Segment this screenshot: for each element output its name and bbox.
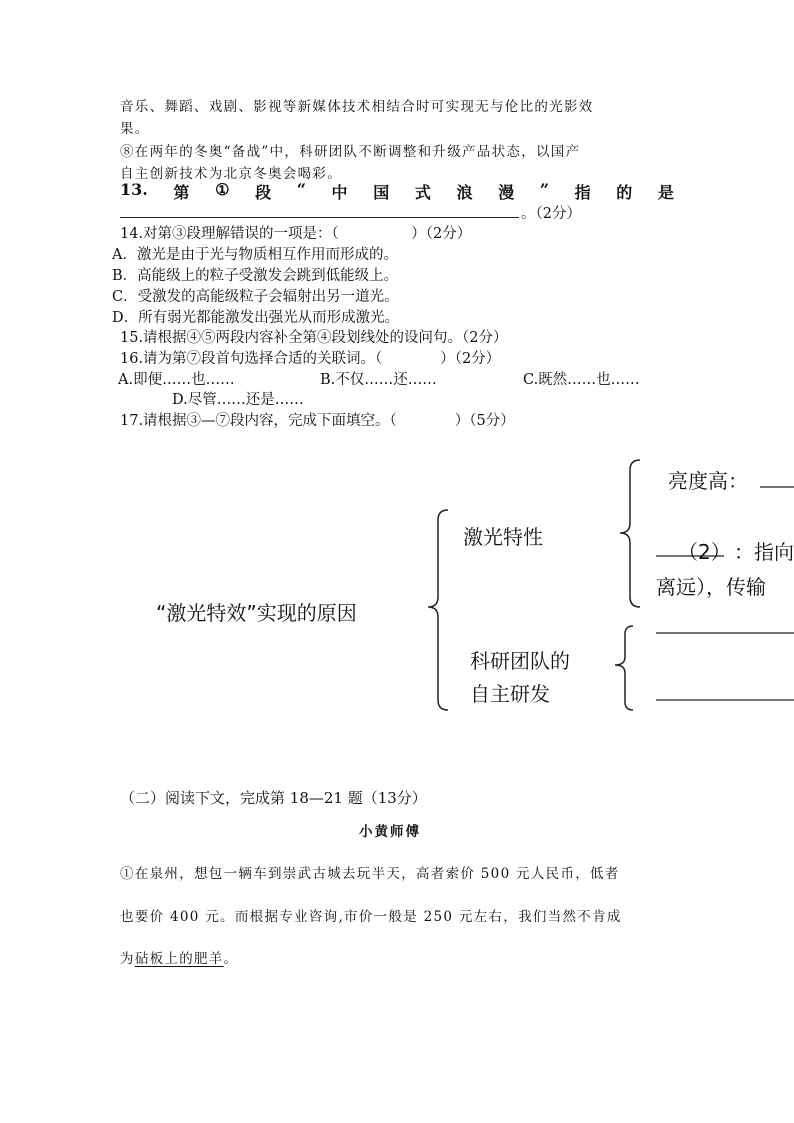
paragraph-line — [120, 947, 238, 967]
q13-char: ① — [215, 180, 230, 199]
q13-char: 是 — [657, 183, 674, 202]
passage-line: 果。 — [120, 121, 150, 137]
q13-char: 段 — [255, 183, 272, 202]
q16-option-c: C.既然……也…… — [523, 372, 640, 388]
q13-char: 13. — [120, 180, 148, 199]
diagram-leaf-directivity: ：指向 — [734, 540, 794, 564]
section-2-heading: （二）阅读下文，完成第 18—21 题（13分） — [120, 789, 427, 807]
q13-score: 。（2分） — [521, 206, 581, 222]
q16-option-a: A.即便……也…… — [118, 372, 235, 388]
q16-option-d: D.尽管……还是…… — [172, 392, 304, 408]
q13-char: 浪 — [456, 183, 473, 202]
diagram-leaf-blank-number: （2） — [678, 540, 731, 564]
underlined-phrase: 砧板上的肥羊 — [134, 951, 224, 967]
passage-line: ⑧在两年的冬奥“备战”中，科研团队不断调整和升级产品状态，以国产 — [120, 144, 581, 160]
q14-option-c: C．受激发的高能级粒子会辐射出另一道光。 — [112, 289, 399, 305]
q13-char: ” — [539, 180, 549, 199]
q13-char: 中 — [331, 183, 348, 202]
q13-char: 指 — [574, 183, 591, 202]
q14-option-a: A．激光是由于光与物质相互作用而形成的。 — [112, 247, 398, 263]
diagram-root: “激光特效”实现的原因 — [156, 601, 357, 625]
q14-option-d: D．所有弱光都能激发出强光从而形成激光。 — [112, 310, 400, 326]
q13-char: 第 — [173, 183, 190, 202]
paragraph-line: ①在泉州，想包一辆车到崇武古城去玩半天，高者索价 500 元人民币，低者 — [120, 866, 620, 882]
diagram-leaf-distance: 离远），传输 — [656, 575, 766, 599]
question-16-stem: 16.请为第⑦段首句选择合适的关联词。（ ）（2分） — [120, 351, 501, 367]
q13-char: 国 — [373, 183, 390, 202]
question-17: 17.请根据③—⑦段内容，完成下面填空。（ ）（5分） — [120, 413, 515, 429]
q13-char: 式 — [414, 183, 431, 202]
paragraph-text: 为 — [120, 951, 135, 967]
q13-char: 的 — [616, 183, 633, 202]
diagram-branch-laser-properties: 激光特性 — [463, 525, 543, 549]
q13-char: “ — [296, 180, 306, 199]
passage-line: 音乐、舞蹈、戏剧、影视等新媒体技术相结合时可实现无与伦比的光影效 — [120, 99, 594, 115]
diagram-leaf-brightness: 亮度高： — [668, 469, 748, 493]
paragraph-text: 。 — [223, 951, 239, 967]
q16-option-b: B.不仅……还…… — [320, 372, 437, 388]
diagram-branch-research: 科研团队的 — [470, 649, 570, 673]
question-14-stem: 14.对第③段理解错误的一项是：（ ）（2分） — [120, 226, 472, 242]
paragraph-line: 也要价 400 元。而根据专业咨询,市价一般是 250 元左右，我们当然不肯成 — [120, 909, 622, 925]
article-title: 小黄师傅 — [359, 824, 421, 840]
q13-char: 漫 — [498, 183, 515, 202]
q14-option-b: B．高能级上的粒子受激发会跳到低能级上。 — [112, 268, 399, 284]
question-15: 15.请根据④⑤两段内容补全第④段划线处的设问句。（2分） — [120, 330, 508, 346]
diagram-branch-research-2: 自主研发 — [470, 682, 550, 706]
passage-line: 自主创新技术为北京冬奥会喝彩。 — [120, 166, 342, 182]
